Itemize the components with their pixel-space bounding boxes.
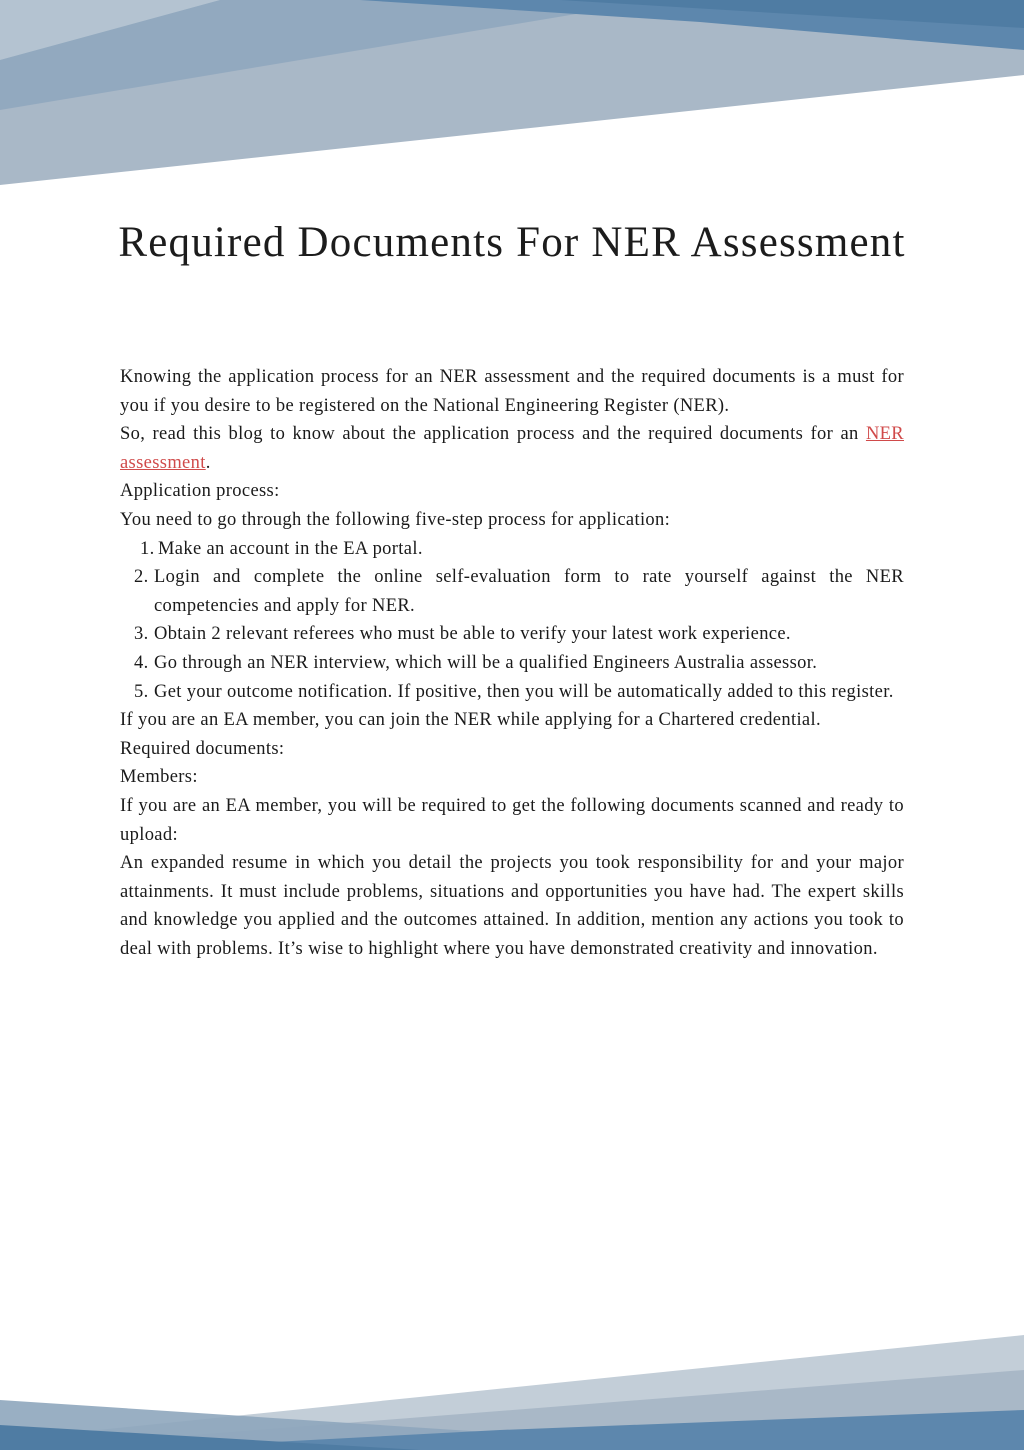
members-heading: Members: [120,767,198,788]
step-item [120,678,904,707]
step-text: Make an account in the EA portal. [158,538,423,559]
step-number: 5. [134,681,149,702]
resume-paragraph: An expanded resume in which you detail the projects you took responsibility for and your major attainments. It must include problems, situations and opportunities you have had. The expert skills and knowledge you applied and the outcomes attained. In addition, mention any actions you took to deal with problems. It’s wise to highlight where you have demonstrated creativity and innovation. [120,853,904,959]
step-number: 1. [140,538,155,559]
application-note: If you are an EA member, you can join the NER while applying for a Chartered credential. [120,710,821,731]
application-lead: You need to go through the following five-step process for application: [120,509,671,530]
step-item [120,649,904,678]
top-decorative-band [0,0,1024,190]
members-lead: If you are an EA member, you will be required to get the following documents scanned and ready to upload: [120,795,904,845]
step-text: Obtain 2 relevant referees who must be able to verify your latest work experience. [154,624,791,645]
step-number: 2. [134,567,149,588]
intro-paragraph: Knowing the application process for an NER assessment and the required documents is a must for you if you desire to be registered on the National Engineering Register (NER). [120,367,904,416]
application-heading: Application process: [120,481,280,502]
ner-assessment-link[interactable]: NER assessment [120,424,904,473]
intro-text: So, read this blog to know about the application process and the required documents for an [120,424,866,445]
bottom-decorative-band [0,1260,1024,1450]
intro-paragraph-2 [120,420,904,477]
step-text: Go through an NER interview, which will be a qualified Engineers Australia assessor. [154,652,818,673]
step-item [120,620,904,649]
document-title: Required Documents For NER Assessment [118,219,906,266]
intro-text-end: . [205,452,211,473]
step-number: 4. [134,652,149,673]
documents-heading: Required documents: [120,738,285,759]
step-text: Get your outcome notification. If positive, then you will be automatically added to this register. [154,681,894,702]
step-item [120,535,904,564]
step-text: Login and complete the online self-evaluation form to rate yourself against the NER competencies and apply for NER. [154,567,904,616]
document-body [120,363,904,963]
application-steps [120,535,904,707]
step-item [120,563,904,620]
step-number: 3. [134,624,149,645]
